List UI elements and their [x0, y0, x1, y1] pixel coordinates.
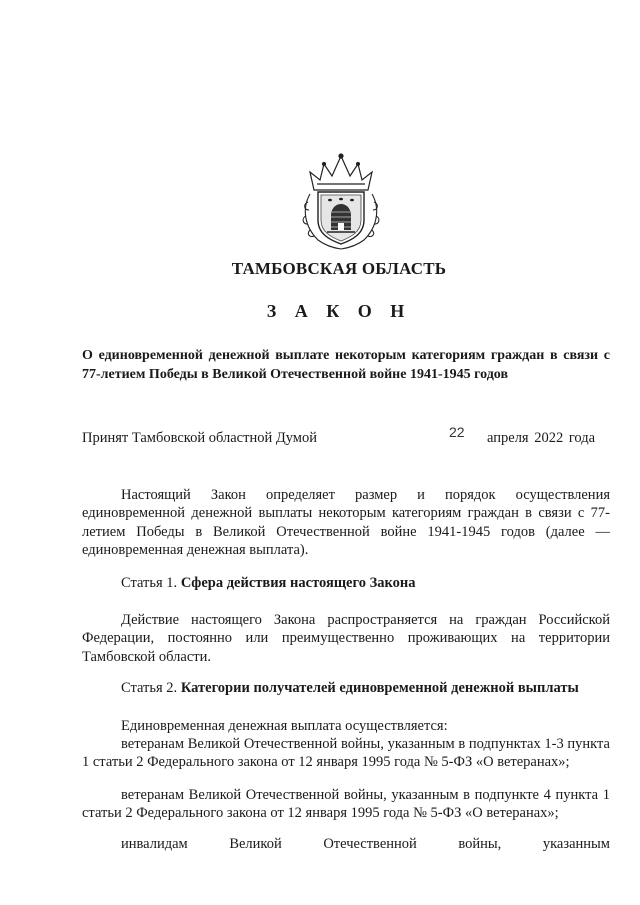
word: войны, — [458, 836, 502, 852]
article-1-heading — [121, 575, 416, 592]
tambov-coat-of-arms-emblem — [300, 150, 382, 250]
law-title: О единовременной денежной выплате некоторым категориям граждан в связи с 77-летием Победы в Великой Отечественной войне 1941-1945 годов — [82, 348, 610, 382]
word: инвалидам — [121, 836, 188, 852]
word: указанным — [542, 836, 610, 852]
article-2-heading — [121, 680, 579, 697]
article-2-intro: Единовременная денежная выплата осуществляется: — [121, 718, 448, 734]
preamble-paragraph: Настоящий Закон определяет размер и порядок осуществления единовременной денежной выплаты некоторым категориям граждан в связи с 77-летием Победы в Великой Отечественной войне 1941-1945 годов (далее — единовременная денежная выплата). — [82, 487, 610, 559]
article-2-item-3-first-line — [121, 836, 610, 853]
region-name-heading: ТАМБОВСКАЯ ОБЛАСТЬ — [231, 259, 447, 278]
article-2-title: Категории получателей единовременной денежной выплаты — [180, 680, 579, 696]
document-type-heading: З А К О Н — [266, 301, 412, 321]
adoption-month-year: апреля 2022 года — [487, 430, 596, 446]
article-2-number: Статья 2. — [121, 680, 178, 696]
word: Великой — [229, 836, 282, 852]
article-1-title: Сфера действия настоящего Закона — [180, 575, 416, 591]
article-1-paragraph: Действие настоящего Закона распространяется на граждан Российской Федерации, постоянно или преимущественно проживающих на территории Тамбовской области. — [82, 612, 610, 665]
article-2-item-2: ветеранам Великой Отечественной войны, указанным в подпункте 4 пункта 1 статьи 2 Федерального закона от 12 января 1995 года № 5-ФЗ «О ветеранах»; — [82, 787, 610, 822]
adoption-day: 22 — [449, 424, 465, 440]
adoption-statement: Принят Тамбовской областной Думой — [82, 430, 317, 446]
article-2-item-1: ветеранам Великой Отечественной войны, указанным в подпунктах 1-3 пункта 1 статьи 2 Федерального закона от 12 января 1995 года № 5-ФЗ «О ветеранах»; — [82, 736, 610, 771]
word: Отечественной — [323, 836, 417, 852]
article-1-number: Статья 1. — [121, 575, 178, 591]
